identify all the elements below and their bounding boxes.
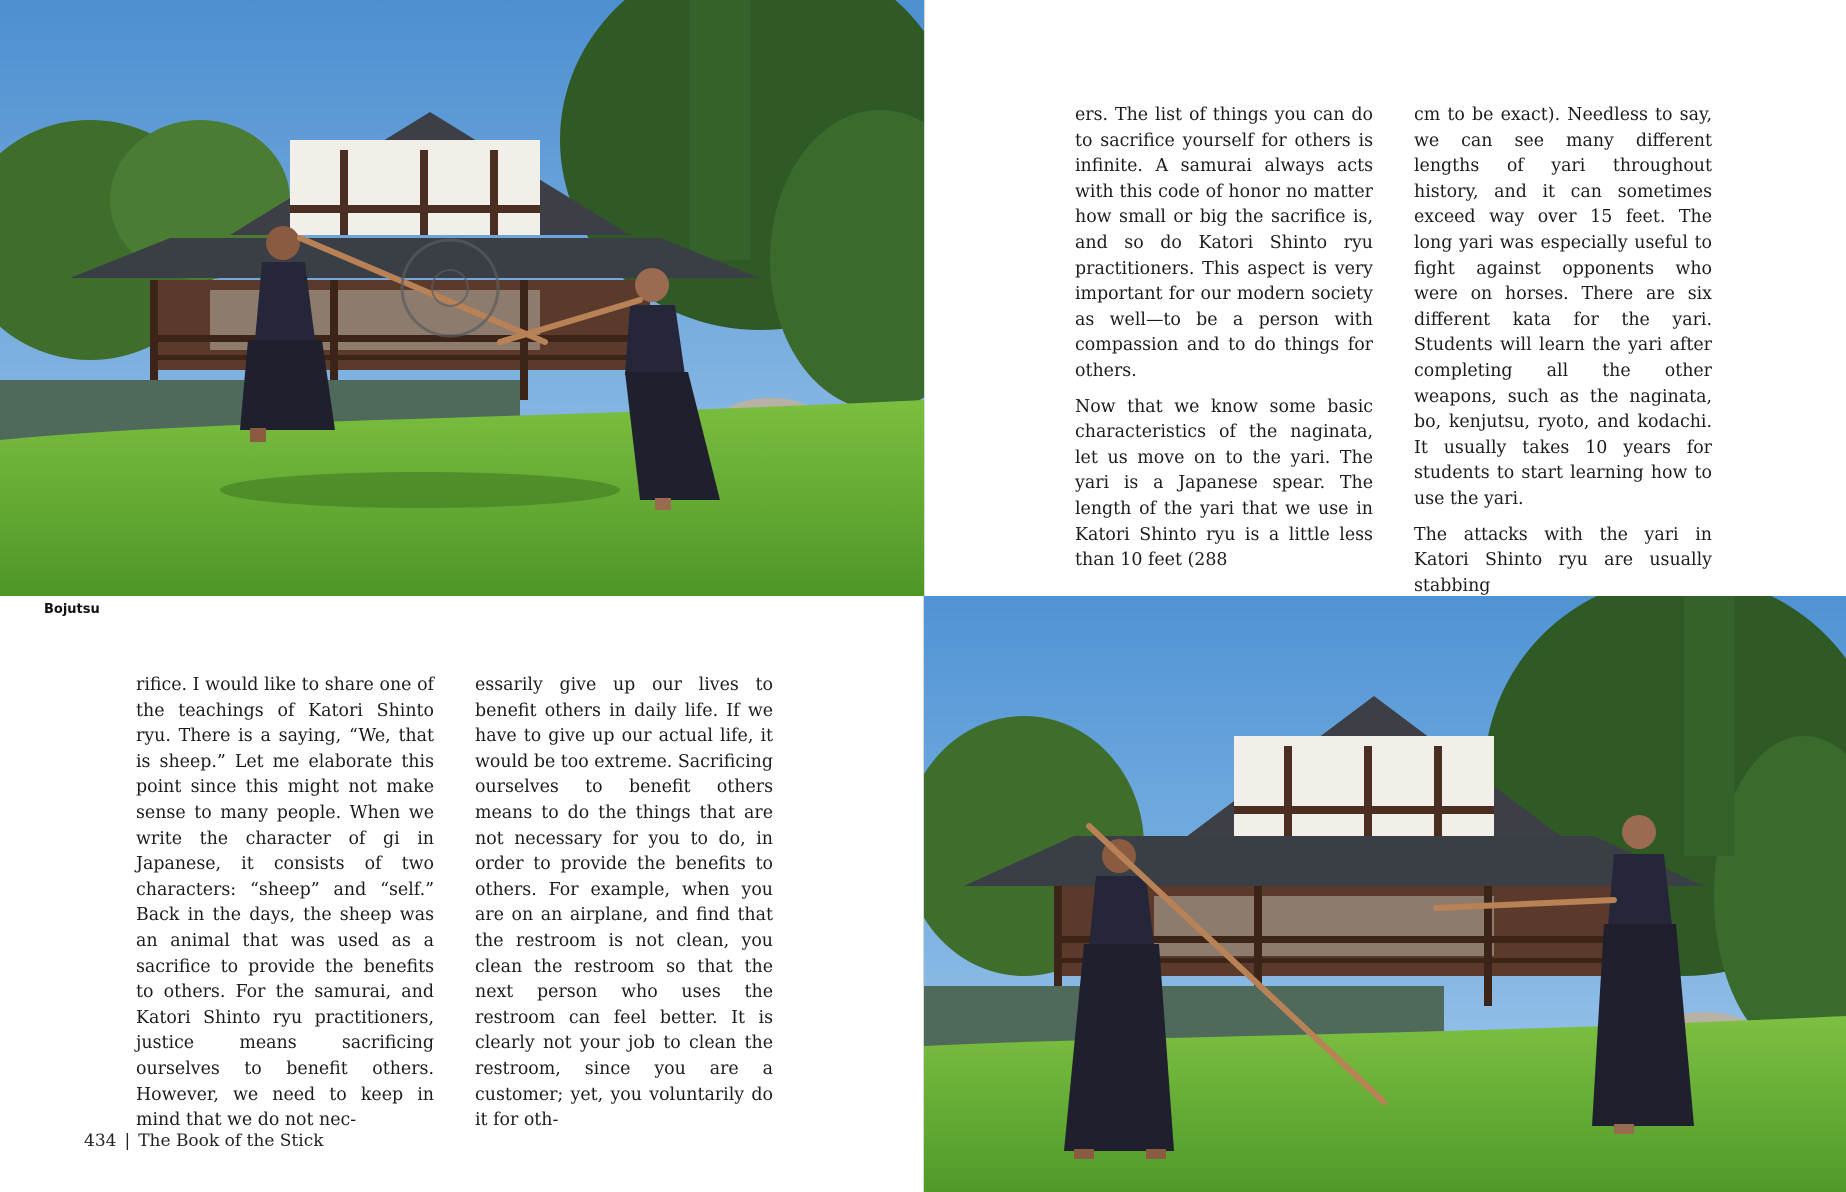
right-page-column-1 [1075, 103, 1373, 574]
right-column-2-paragraph-1: cm to be exact). Needless to say, we can see many different lengths of yari throughout history, and it can sometimes exceed way over 15 feet. The long yari was especially useful to fight against opponents who were on horses. There are six different kata for the yari. Students will learn the yari after completing all the other weapons, such as the naginata, bo, kenjutsu, ryoto, and kodachi. It usually takes 10 years for students to start learning how to use the yari. [1414, 105, 1712, 509]
right-page-column-2 [1414, 103, 1712, 599]
bojutsu-photo [0, 0, 924, 596]
right-column-2-paragraph-2: The attacks with the yari in Katori Shinto ryu are usually stabbing [1414, 524, 1712, 596]
book-title: The Book of the Stick [138, 1131, 324, 1151]
right-column-1-paragraph-1: ers. The list of things you can do to sacrifice yourself for others is infinite. A samurai always acts with this code of honor no matter how small or big the sacrifice is, and so do Katori Shinto ryu practitioners. This aspect is very important for our modern society as well—to be a person with compassion and to do things for others. [1075, 105, 1373, 381]
footer-separator: | [124, 1131, 131, 1151]
yari-photo-illustration [924, 596, 1846, 1192]
page-number: 434 [84, 1131, 117, 1151]
bojutsu-photo-illustration [0, 0, 924, 596]
left-column-2-text: essarily give up our lives to benefit others in daily life. If we have to give up our actual life, it would be too extreme. Sacrificing ourselves to benefit others means to do the things that are not necessary for you to do, in order to provide the benefits to others. For example, when you are on an airplane, and find that the restroom is not clean, you clean the restroom so that the next person who uses the restroom can feel better. It is clearly not your job to clean the restroom, since you are a customer; yet, you voluntarily do it for oth- [475, 675, 773, 1131]
right-column-1-paragraph-2: Now that we know some basic characteristics of the naginata, let us move on to the yari. The yari is a Japanese spear. The length of the yari that we use in Katori Shinto ryu is a little less than 10 feet (288 [1075, 396, 1373, 571]
left-page-column-2 [475, 673, 773, 1134]
left-column-1-text: rifice. I would like to share one of the teachings of Katori Shinto ryu. There is a saying, “We, that is sheep.” Let me elaborate this point since this might not make sense to many people. When we write the character of gi in Japanese, it consists of two characters: “sheep” and “self.” Back in the days, the sheep was an animal that was used as a sacrifice to provide the benefits to others. For the samurai, and Katori Shinto ryu practitioners, justice means sacrificing ourselves to benefit others. However, we need to keep in mind that we do not nec- [136, 675, 434, 1131]
photo-caption: Bojutsu [44, 602, 100, 617]
page-footer [84, 1131, 324, 1151]
yari-photo [924, 596, 1846, 1192]
left-page-column-1 [136, 673, 434, 1134]
